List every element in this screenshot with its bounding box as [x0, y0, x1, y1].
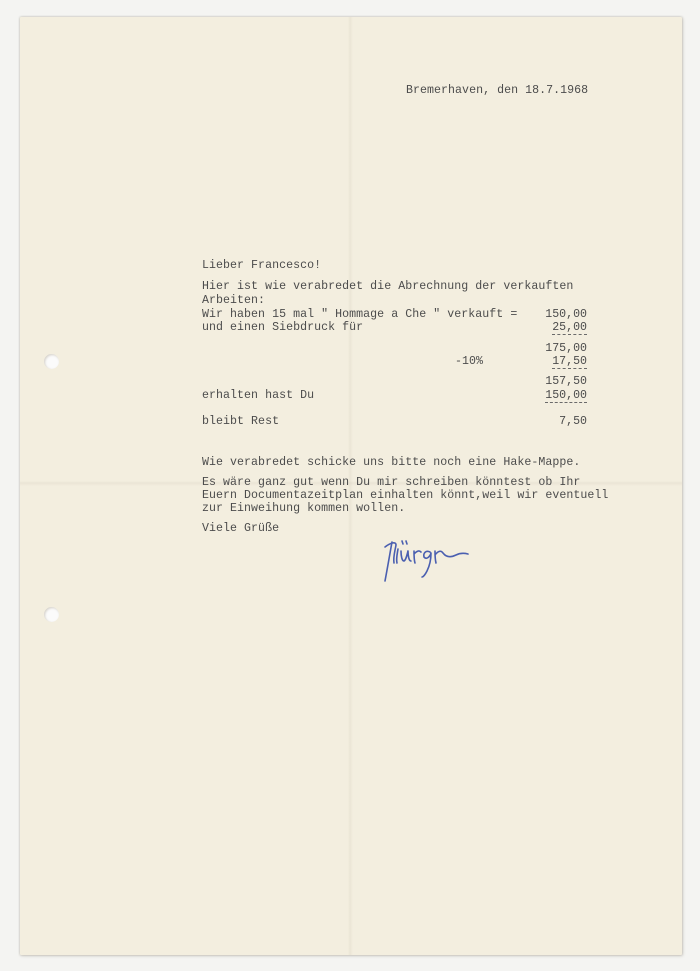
- ledger-amount-siebdruck: [540, 321, 587, 335]
- paragraph-2-line-3: zur Einweihung kommen wollen.: [202, 502, 406, 515]
- punch-hole-bottom: [44, 607, 59, 622]
- amount-value: 7,50: [559, 415, 587, 428]
- ledger-amount-hommage: [540, 308, 587, 322]
- request-line: Wie verabredet schicke uns bitte noch eine Hake-Mappe.: [202, 456, 581, 469]
- amount-value: 17,50: [552, 355, 587, 368]
- ledger-label-remainder: bleibt Rest: [202, 415, 280, 428]
- ledger-amount-discount: [540, 355, 587, 369]
- punch-hole-top: [44, 354, 59, 369]
- amount-value: 150,00: [545, 308, 587, 321]
- amount-value: 150,00: [545, 389, 587, 402]
- ledger-amount-net: [540, 375, 587, 389]
- amount-value: 25,00: [552, 321, 587, 334]
- amount-value: 157,50: [545, 375, 587, 388]
- salutation: Lieber Francesco!: [202, 259, 322, 272]
- closing: Viele Grüße: [202, 522, 280, 535]
- handwritten-signature-icon: [380, 533, 480, 588]
- ledger-amount-received: [540, 389, 587, 403]
- ledger-label-siebdruck: und einen Siebdruck für: [202, 321, 364, 334]
- ledger-amount-subtotal: [540, 342, 587, 356]
- ledger-amount-remainder: [540, 415, 587, 429]
- place-date: Bremerhaven, den 18.7.1968: [406, 84, 589, 97]
- paragraph-2-line-2: Euern Documentazeitplan einhalten könnt,weil wir eventuell: [202, 489, 609, 502]
- ledger-label-discount: -10%: [455, 355, 484, 368]
- intro-line-2: Arbeiten:: [202, 294, 266, 307]
- paragraph-2-line-1: Es wäre ganz gut wenn Du mir schreiben könntest ob Ihr: [202, 476, 581, 489]
- amount-value: 175,00: [545, 342, 587, 355]
- ledger-label-hommage: Wir haben 15 mal " Hommage a Che " verkauft =: [202, 308, 518, 321]
- ledger-label-received: erhalten hast Du: [202, 389, 315, 402]
- intro-line-1: Hier ist wie verabredet die Abrechnung der verkauften: [202, 280, 574, 293]
